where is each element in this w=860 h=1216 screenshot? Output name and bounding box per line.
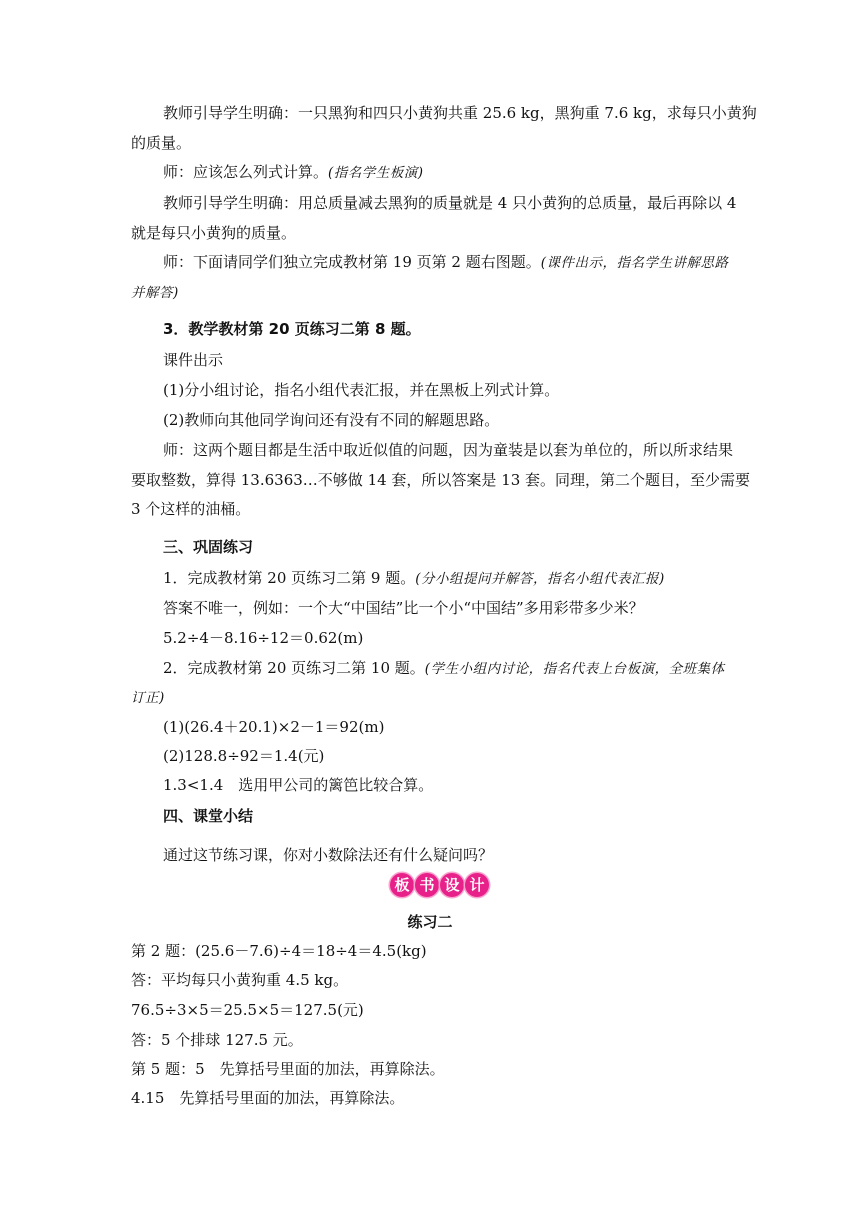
text-line: (2)教师向其他同学询问还有没有不同的解题思路。: [163, 411, 500, 429]
board-line: 第 2 题：(25.6－7.6)÷4＝18÷4＝4.5(kg): [131, 942, 427, 960]
badge-char: 设: [440, 873, 464, 897]
section-heading: 四、课堂小结: [163, 807, 254, 825]
text-line: 教师引导学生明确：用总质量减去黑狗的质量就是 4 只小黄狗的总质量，最后再除以 4: [163, 194, 737, 212]
text-line: 课件出示: [163, 351, 224, 369]
section-heading: 三、巩固练习: [163, 538, 254, 556]
text-line: 就是每只小黄狗的质量。: [131, 224, 297, 242]
text-line: 订正): [131, 690, 165, 706]
board-title: 练习二: [407, 913, 453, 931]
section-heading: 3．教学教材第 20 页练习二第 8 题。: [163, 320, 421, 338]
text-line: 1．完成教材第 20 页练习二第 9 题。(分小组提问并解答，指名小组代表汇报): [163, 569, 665, 587]
text-line: 教师引导学生明确：一只黑狗和四只小黄狗共重 25.6 kg，黑狗重 7.6 kg，求每只小黄狗: [163, 104, 757, 122]
text-line: (1)(26.4＋20.1)×2－1＝92(m): [163, 718, 385, 736]
badge-char: 板: [390, 873, 414, 897]
text-line: 并解答): [131, 285, 179, 301]
board-design-badge: [390, 873, 489, 897]
badge-char: 书: [415, 873, 439, 897]
text-line: 师：应该怎么列式计算。(指名学生板演): [163, 163, 424, 181]
board-line: 76.5÷3×5＝25.5×5＝127.5(元): [131, 1001, 364, 1019]
text-line: 3 个这样的油桶。: [131, 500, 251, 518]
text-line: 通过这节练习课，你对小数除法还有什么疑问吗？: [163, 846, 494, 864]
text-line: 师：下面请同学们独立完成教材第 19 页第 2 题右图题。(课件出示，指名学生讲解思路: [163, 253, 729, 271]
text-line: 答案不唯一，例如：一个大“中国结”比一个小“中国结”多用彩带多少米？: [163, 599, 644, 617]
text-line: 1.3<1.4 选用甲公司的篱笆比较合算。: [163, 776, 434, 794]
text-line: 要取整数，算得 13.6363…不够做 14 套，所以答案是 13 套。同理，第二个题目，至少需要: [131, 471, 751, 489]
text-line: 师：这两个题目都是生活中取近似值的问题，因为童装是以套为单位的，所以所求结果: [163, 441, 734, 459]
board-line: 答：平均每只小黄狗重 4.5 kg。: [131, 971, 349, 989]
text-line: 的质量。: [131, 134, 192, 152]
board-line: 答：5 个排球 127.5 元。: [131, 1031, 303, 1049]
text-line: 2．完成教材第 20 页练习二第 10 题。(学生小组内讨论，指名代表上台板演，全班集体: [163, 659, 725, 677]
text-line: 5.2÷4－8.16÷12＝0.62(m): [163, 629, 364, 647]
badge-char: 计: [465, 873, 489, 897]
text-line: (2)128.8÷92＝1.4(元): [163, 747, 325, 765]
text-line: (1)分小组讨论，指名小组代表汇报，并在黑板上列式计算。: [163, 381, 560, 399]
board-line: 4.15 先算括号里面的加法，再算除法。: [131, 1089, 405, 1107]
board-line: 第 5 题：5 先算括号里面的加法，再算除法。: [131, 1060, 445, 1078]
